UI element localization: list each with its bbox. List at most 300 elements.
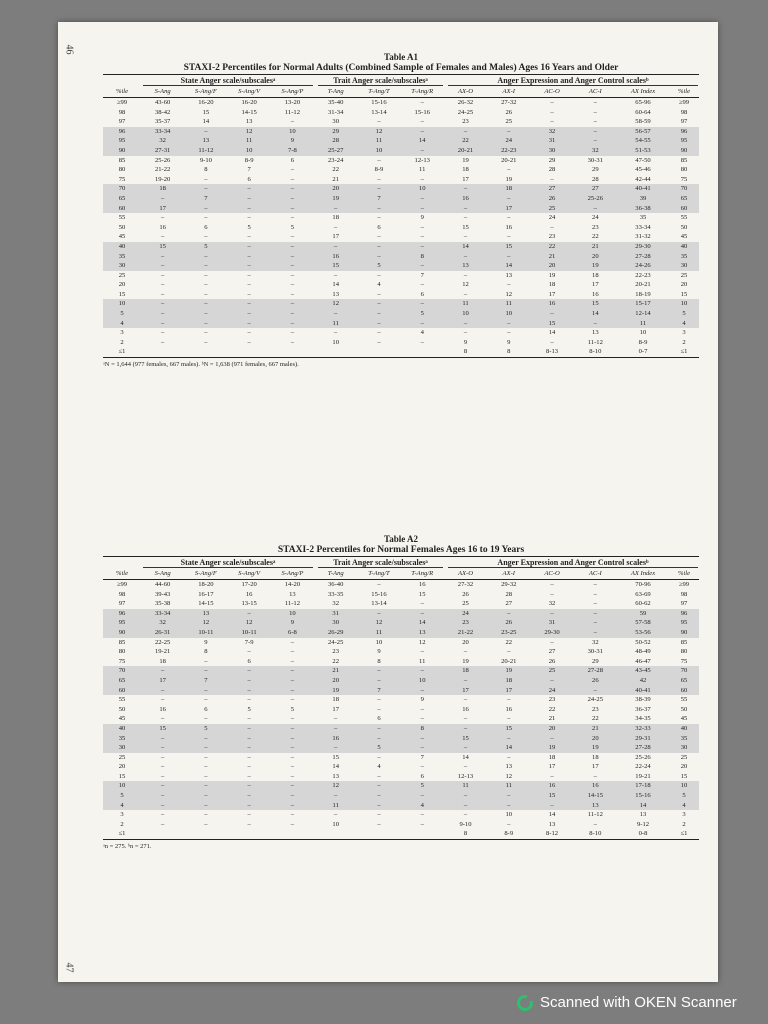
score-cell: 6 (290, 156, 295, 164)
score-cell: 5 (184, 242, 227, 252)
percentile-cell: 30 (103, 261, 141, 271)
score-cell: – (377, 156, 381, 164)
score-cell: 6 (420, 290, 424, 298)
score-cell: 16 (245, 590, 253, 598)
score-cell: – (160, 820, 165, 828)
score-cell: 10 (357, 146, 400, 156)
percentile-cell: 3 (120, 811, 124, 819)
score-cell: 32 (332, 600, 339, 608)
table-row (103, 724, 699, 734)
score-cell: – (444, 791, 487, 801)
score-cell: – (463, 271, 468, 279)
score-cell: – (334, 811, 338, 819)
score-cell: 21 (314, 666, 357, 676)
score-cell: – (357, 676, 400, 686)
score-cell: – (574, 628, 617, 638)
column-header: S-Ang/V (228, 569, 271, 580)
score-cell: 20-21 (635, 281, 651, 289)
score-cell: 25 (530, 204, 573, 214)
score-cell: 27-28 (617, 252, 669, 262)
score-cell: – (247, 753, 251, 761)
score-cell: 15-16 (371, 590, 387, 598)
score-cell: – (507, 715, 511, 723)
score-cell: 25 (530, 666, 573, 676)
score-cell: 16-17 (198, 590, 214, 598)
score-cell: 29 (592, 657, 599, 665)
score-cell: 19 (487, 666, 530, 676)
score-cell: 12 (505, 772, 513, 780)
score-cell: 19-21 (154, 648, 171, 656)
score-cell: 29 (548, 156, 556, 164)
score-cell: – (550, 175, 554, 183)
percentile-cell: 20 (680, 763, 688, 771)
score-cell: 18 (592, 271, 599, 279)
score-cell: – (204, 696, 208, 704)
score-cell: 5 (401, 309, 444, 319)
percentile-cell: 75 (118, 657, 126, 665)
score-cell: – (290, 271, 295, 279)
score-cell: – (530, 734, 573, 744)
score-cell: – (377, 772, 381, 780)
score-cell: 36-38 (617, 204, 669, 214)
score-cell: 18 (332, 214, 339, 222)
score-cell: 4 (377, 281, 381, 289)
table-row (103, 666, 699, 676)
score-cell: – (401, 146, 444, 156)
score-cell: 25-26 (154, 156, 171, 164)
score-cell: – (377, 175, 381, 183)
score-cell: – (141, 194, 184, 204)
score-cell: 0-7 (617, 347, 669, 357)
score-cell: – (550, 581, 554, 588)
score-cell: 9 (271, 618, 314, 628)
score-cell: 21 (574, 242, 617, 252)
score-cell: – (290, 175, 295, 183)
scanner-watermark (517, 994, 737, 1011)
group-header-trait: Trait Anger scale/subscalesᵃ (318, 76, 443, 86)
percentile-cell: 25 (680, 271, 688, 279)
percentile-cell: 15 (118, 290, 126, 298)
score-cell: 10 (401, 184, 444, 194)
score-cell: – (463, 233, 468, 241)
score-cell: 13 (289, 590, 296, 598)
score-cell: 35-38 (154, 600, 171, 608)
percentile-cell: 85 (118, 638, 126, 646)
table-a1-subtitle: STAXI-2 Percentiles for Normal Adults (Combined Sample of Females and Males) Ages 16 Years and Older (183, 63, 619, 73)
percentile-cell: 25 (680, 753, 688, 761)
score-cell: 47-50 (635, 156, 651, 164)
score-cell: 7 (420, 753, 424, 761)
score-cell: 40-41 (617, 184, 669, 194)
score-cell: – (160, 763, 165, 771)
score-cell: 11 (314, 801, 357, 811)
score-cell: 22 (332, 166, 339, 174)
percentile-cell: 65 (103, 194, 141, 204)
score-cell (401, 829, 444, 839)
score-cell: 25-26 (574, 194, 617, 204)
score-cell: – (420, 281, 424, 289)
score-cell: – (247, 290, 251, 298)
score-cell: 12 (462, 281, 469, 289)
score-cell: – (290, 811, 295, 819)
score-cell: 10 (228, 146, 271, 156)
score-cell: 20 (314, 184, 357, 194)
score-cell: – (290, 657, 295, 665)
score-cell: – (487, 252, 530, 262)
score-cell: 22 (530, 242, 573, 252)
score-cell: 9-12 (636, 820, 650, 828)
score-cell: – (141, 261, 184, 271)
score-cell: 9 (463, 338, 468, 346)
score-cell: – (160, 281, 165, 289)
score-cell: – (463, 214, 468, 222)
score-cell: – (401, 127, 444, 137)
score-cell: – (314, 309, 357, 319)
score-cell: 16 (159, 223, 166, 231)
score-cell: 21 (574, 724, 617, 734)
score-cell: 8-10 (574, 829, 617, 839)
table-row (103, 108, 699, 118)
table-row (103, 338, 699, 348)
score-cell: 10 (375, 638, 383, 646)
score-cell: – (401, 261, 444, 271)
score-cell: – (228, 194, 271, 204)
score-cell: 19-20 (154, 175, 171, 183)
score-cell: 18-19 (635, 290, 651, 298)
score-cell: 24-25 (587, 696, 604, 704)
table-row (103, 347, 699, 357)
table-a1 (103, 52, 699, 368)
score-cell: 6 (247, 657, 251, 665)
percentile-cell: 40 (103, 242, 141, 252)
score-cell: – (247, 271, 251, 279)
score-cell: – (420, 820, 424, 828)
score-cell: 20-21 (501, 657, 517, 665)
table-a1-footnote: ᵃN = 1,644 (977 females, 667 males). ᵇN = 1,638 (971 females, 667 males). (103, 361, 299, 369)
score-cell: 7 (357, 686, 400, 696)
column-header: %ile (103, 87, 141, 98)
score-cell: 32 (574, 146, 617, 156)
score-cell: – (463, 696, 468, 704)
score-cell: – (444, 204, 487, 214)
percentile-cell: 85 (680, 638, 688, 646)
score-cell: – (290, 281, 295, 289)
score-cell: – (444, 743, 487, 753)
table-row (103, 781, 699, 791)
score-cell: 10 (271, 127, 314, 137)
score-cell: – (463, 715, 468, 723)
score-cell: – (574, 136, 617, 146)
score-cell: – (184, 686, 227, 696)
score-cell: 21-22 (444, 628, 487, 638)
score-cell: 14 (332, 763, 339, 771)
column-header: AX-I (487, 569, 530, 580)
score-cell: 17 (141, 204, 184, 214)
column-header: AC-O (530, 87, 573, 98)
score-cell: 32 (141, 618, 184, 628)
score-cell: 5 (184, 724, 227, 734)
score-cell: 11-12 (587, 811, 603, 819)
percentile-cell: 10 (669, 299, 699, 309)
score-cell: 56-57 (617, 127, 669, 137)
score-cell: 13 (401, 628, 444, 638)
score-cell: 19 (574, 261, 617, 271)
score-cell: – (228, 184, 271, 194)
score-cell (271, 347, 314, 357)
score-cell: 8 (444, 829, 487, 839)
table-a1-group-headers (103, 74, 699, 87)
score-cell: – (271, 194, 314, 204)
score-cell: – (444, 801, 487, 811)
percentile-cell: 65 (669, 194, 699, 204)
score-cell: – (247, 338, 251, 346)
score-cell: – (271, 791, 314, 801)
table-row (103, 753, 699, 763)
score-cell: – (377, 329, 381, 337)
score-cell: 39 (617, 194, 669, 204)
score-cell: – (507, 166, 511, 174)
score-cell: 11 (487, 299, 530, 309)
percentile-cell: 95 (103, 618, 141, 628)
score-cell: 5 (401, 781, 444, 791)
score-cell: – (290, 118, 295, 126)
score-cell: – (401, 686, 444, 696)
score-cell: – (184, 252, 227, 262)
page-number-top: 46 (63, 44, 75, 55)
percentile-cell: 98 (118, 590, 126, 598)
column-header: AC-I (574, 87, 617, 98)
score-cell: – (228, 686, 271, 696)
table-row (103, 309, 699, 319)
score-cell: 14-15 (574, 791, 617, 801)
score-cell: 14-15 (198, 600, 214, 608)
score-cell: 25-27 (314, 146, 357, 156)
score-cell: 26 (574, 676, 617, 686)
percentile-cell: 90 (103, 628, 141, 638)
score-cell: – (507, 753, 511, 761)
score-cell: – (271, 242, 314, 252)
table-row (103, 280, 699, 290)
score-cell: 26-31 (141, 628, 184, 638)
percentile-cell: 15 (680, 290, 688, 298)
score-cell: 18 (548, 753, 556, 761)
score-cell: 9 (507, 338, 511, 346)
score-cell: 12 (184, 618, 227, 628)
score-cell: 26 (548, 657, 556, 665)
percentile-cell: 30 (103, 743, 141, 753)
table-row (103, 791, 699, 801)
score-cell: – (507, 281, 511, 289)
score-cell: – (247, 329, 251, 337)
score-cell: 18 (159, 657, 166, 665)
score-cell: 22-23 (487, 146, 530, 156)
score-cell: 31 (530, 618, 573, 628)
group-header-expression: Anger Expression and Anger Control scalesᵇ (448, 558, 698, 568)
table-a2-title: Table A2 (384, 534, 418, 544)
score-cell: – (487, 194, 530, 204)
score-cell: – (463, 290, 468, 298)
score-cell: – (247, 281, 251, 289)
score-cell: – (574, 319, 617, 329)
score-cell: – (204, 271, 208, 279)
score-cell: 6 (247, 175, 251, 183)
score-cell: – (530, 801, 573, 811)
column-header: T-Ang (314, 87, 357, 98)
table-row (103, 743, 699, 753)
score-cell: 15 (418, 590, 426, 598)
score-cell: 45-46 (635, 166, 651, 174)
score-cell: 6 (420, 772, 424, 780)
score-cell: 14 (548, 811, 556, 819)
score-cell: 15-16 (371, 99, 387, 106)
score-cell (271, 829, 314, 839)
score-cell: 28 (592, 175, 599, 183)
percentile-cell: 95 (669, 618, 699, 628)
score-cell: 16 (314, 252, 357, 262)
score-cell: 10 (332, 820, 339, 828)
score-cell: – (290, 753, 295, 761)
score-cell: – (247, 772, 251, 780)
score-cell: 33-35 (328, 590, 344, 598)
score-cell: 33-34 (141, 127, 184, 137)
score-cell: 42 (617, 676, 669, 686)
score-cell (141, 829, 184, 839)
percentile-cell: 4 (669, 319, 699, 329)
score-cell: – (420, 600, 424, 608)
score-cell: – (184, 666, 227, 676)
score-cell: – (204, 233, 208, 241)
percentile-cell: 35 (103, 734, 141, 744)
score-cell: 14 (462, 753, 469, 761)
table-row (103, 165, 699, 175)
percentile-cell: 70 (103, 184, 141, 194)
score-cell: 10 (639, 329, 647, 337)
score-cell: 12 (357, 127, 400, 137)
score-cell: – (228, 676, 271, 686)
score-cell: – (530, 676, 573, 686)
score-cell: – (184, 127, 227, 137)
score-cell: 16 (462, 705, 469, 713)
percentile-cell: ≤1 (103, 347, 141, 357)
percentile-cell: 55 (118, 214, 126, 222)
score-cell: 10 (505, 811, 513, 819)
score-cell: 51-53 (617, 146, 669, 156)
score-cell: 12 (418, 638, 426, 646)
score-cell: 33-34 (635, 223, 651, 231)
percentile-cell: 2 (120, 820, 124, 828)
score-cell: 30 (314, 618, 357, 628)
score-cell: 8-9 (374, 166, 384, 174)
score-cell: – (141, 252, 184, 262)
score-cell: – (204, 281, 208, 289)
score-cell: – (357, 204, 400, 214)
score-cell: – (228, 319, 271, 329)
score-cell: – (160, 772, 165, 780)
score-cell: – (574, 686, 617, 696)
table-row (103, 271, 699, 281)
score-cell: – (247, 696, 251, 704)
score-cell: 20 (574, 734, 617, 744)
column-header: %ile (669, 87, 699, 98)
score-cell: – (444, 184, 487, 194)
score-cell: 22 (444, 136, 487, 146)
score-cell: – (228, 743, 271, 753)
score-cell: – (377, 290, 381, 298)
score-cell: 11 (419, 657, 426, 665)
score-cell: – (271, 666, 314, 676)
score-cell: – (314, 724, 357, 734)
score-cell: 12 (314, 299, 357, 309)
column-header: S-Ang (141, 87, 184, 98)
score-cell: 8 (377, 657, 381, 665)
score-cell: 17 (592, 763, 599, 771)
score-cell: 54-55 (617, 136, 669, 146)
score-cell: 17 (487, 204, 530, 214)
score-cell: 13 (505, 271, 513, 279)
score-cell: 8 (204, 166, 208, 174)
score-cell: – (184, 299, 227, 309)
score-cell: – (271, 801, 314, 811)
table-row (103, 686, 699, 696)
score-cell: – (228, 801, 271, 811)
table-row (103, 204, 699, 214)
score-cell: – (160, 290, 165, 298)
score-cell: – (228, 666, 271, 676)
percentile-cell: 85 (680, 156, 688, 164)
score-cell: – (184, 734, 227, 744)
score-cell: – (463, 329, 468, 337)
score-cell: 11 (444, 299, 487, 309)
score-cell (228, 347, 271, 357)
score-cell: – (550, 118, 554, 126)
score-cell: 28 (314, 136, 357, 146)
percentile-cell: 45 (118, 233, 126, 241)
score-cell: – (420, 118, 424, 126)
score-cell: 24 (444, 609, 487, 619)
table-row (103, 328, 699, 338)
score-cell: – (401, 609, 444, 619)
table-row (103, 146, 699, 156)
score-cell: – (357, 319, 400, 329)
score-cell: 26-32 (457, 99, 474, 106)
score-cell: – (141, 734, 184, 744)
score-cell: – (377, 581, 381, 588)
score-cell: 53-56 (617, 628, 669, 638)
score-cell: – (357, 724, 400, 734)
score-cell: 36-40 (328, 581, 344, 588)
score-cell: 23-25 (487, 628, 530, 638)
table-row (103, 714, 699, 724)
score-cell: – (357, 184, 400, 194)
percentile-cell: 30 (669, 743, 699, 753)
score-cell: 8 (444, 347, 487, 357)
percentile-cell: 15 (680, 772, 688, 780)
score-cell: 23 (592, 705, 599, 713)
score-cell: – (420, 705, 424, 713)
score-cell: 6-8 (271, 628, 314, 638)
percentile-cell: 96 (669, 609, 699, 619)
score-cell: 13 (574, 801, 617, 811)
score-cell: 4 (401, 801, 444, 811)
score-cell: 14 (202, 118, 210, 126)
score-cell: 4 (377, 763, 381, 771)
score-cell: – (271, 204, 314, 214)
percentile-cell: 45 (118, 715, 126, 723)
score-cell: – (228, 309, 271, 319)
table-row (103, 223, 699, 233)
table-row (103, 98, 699, 108)
score-cell: 23-24 (328, 156, 344, 164)
